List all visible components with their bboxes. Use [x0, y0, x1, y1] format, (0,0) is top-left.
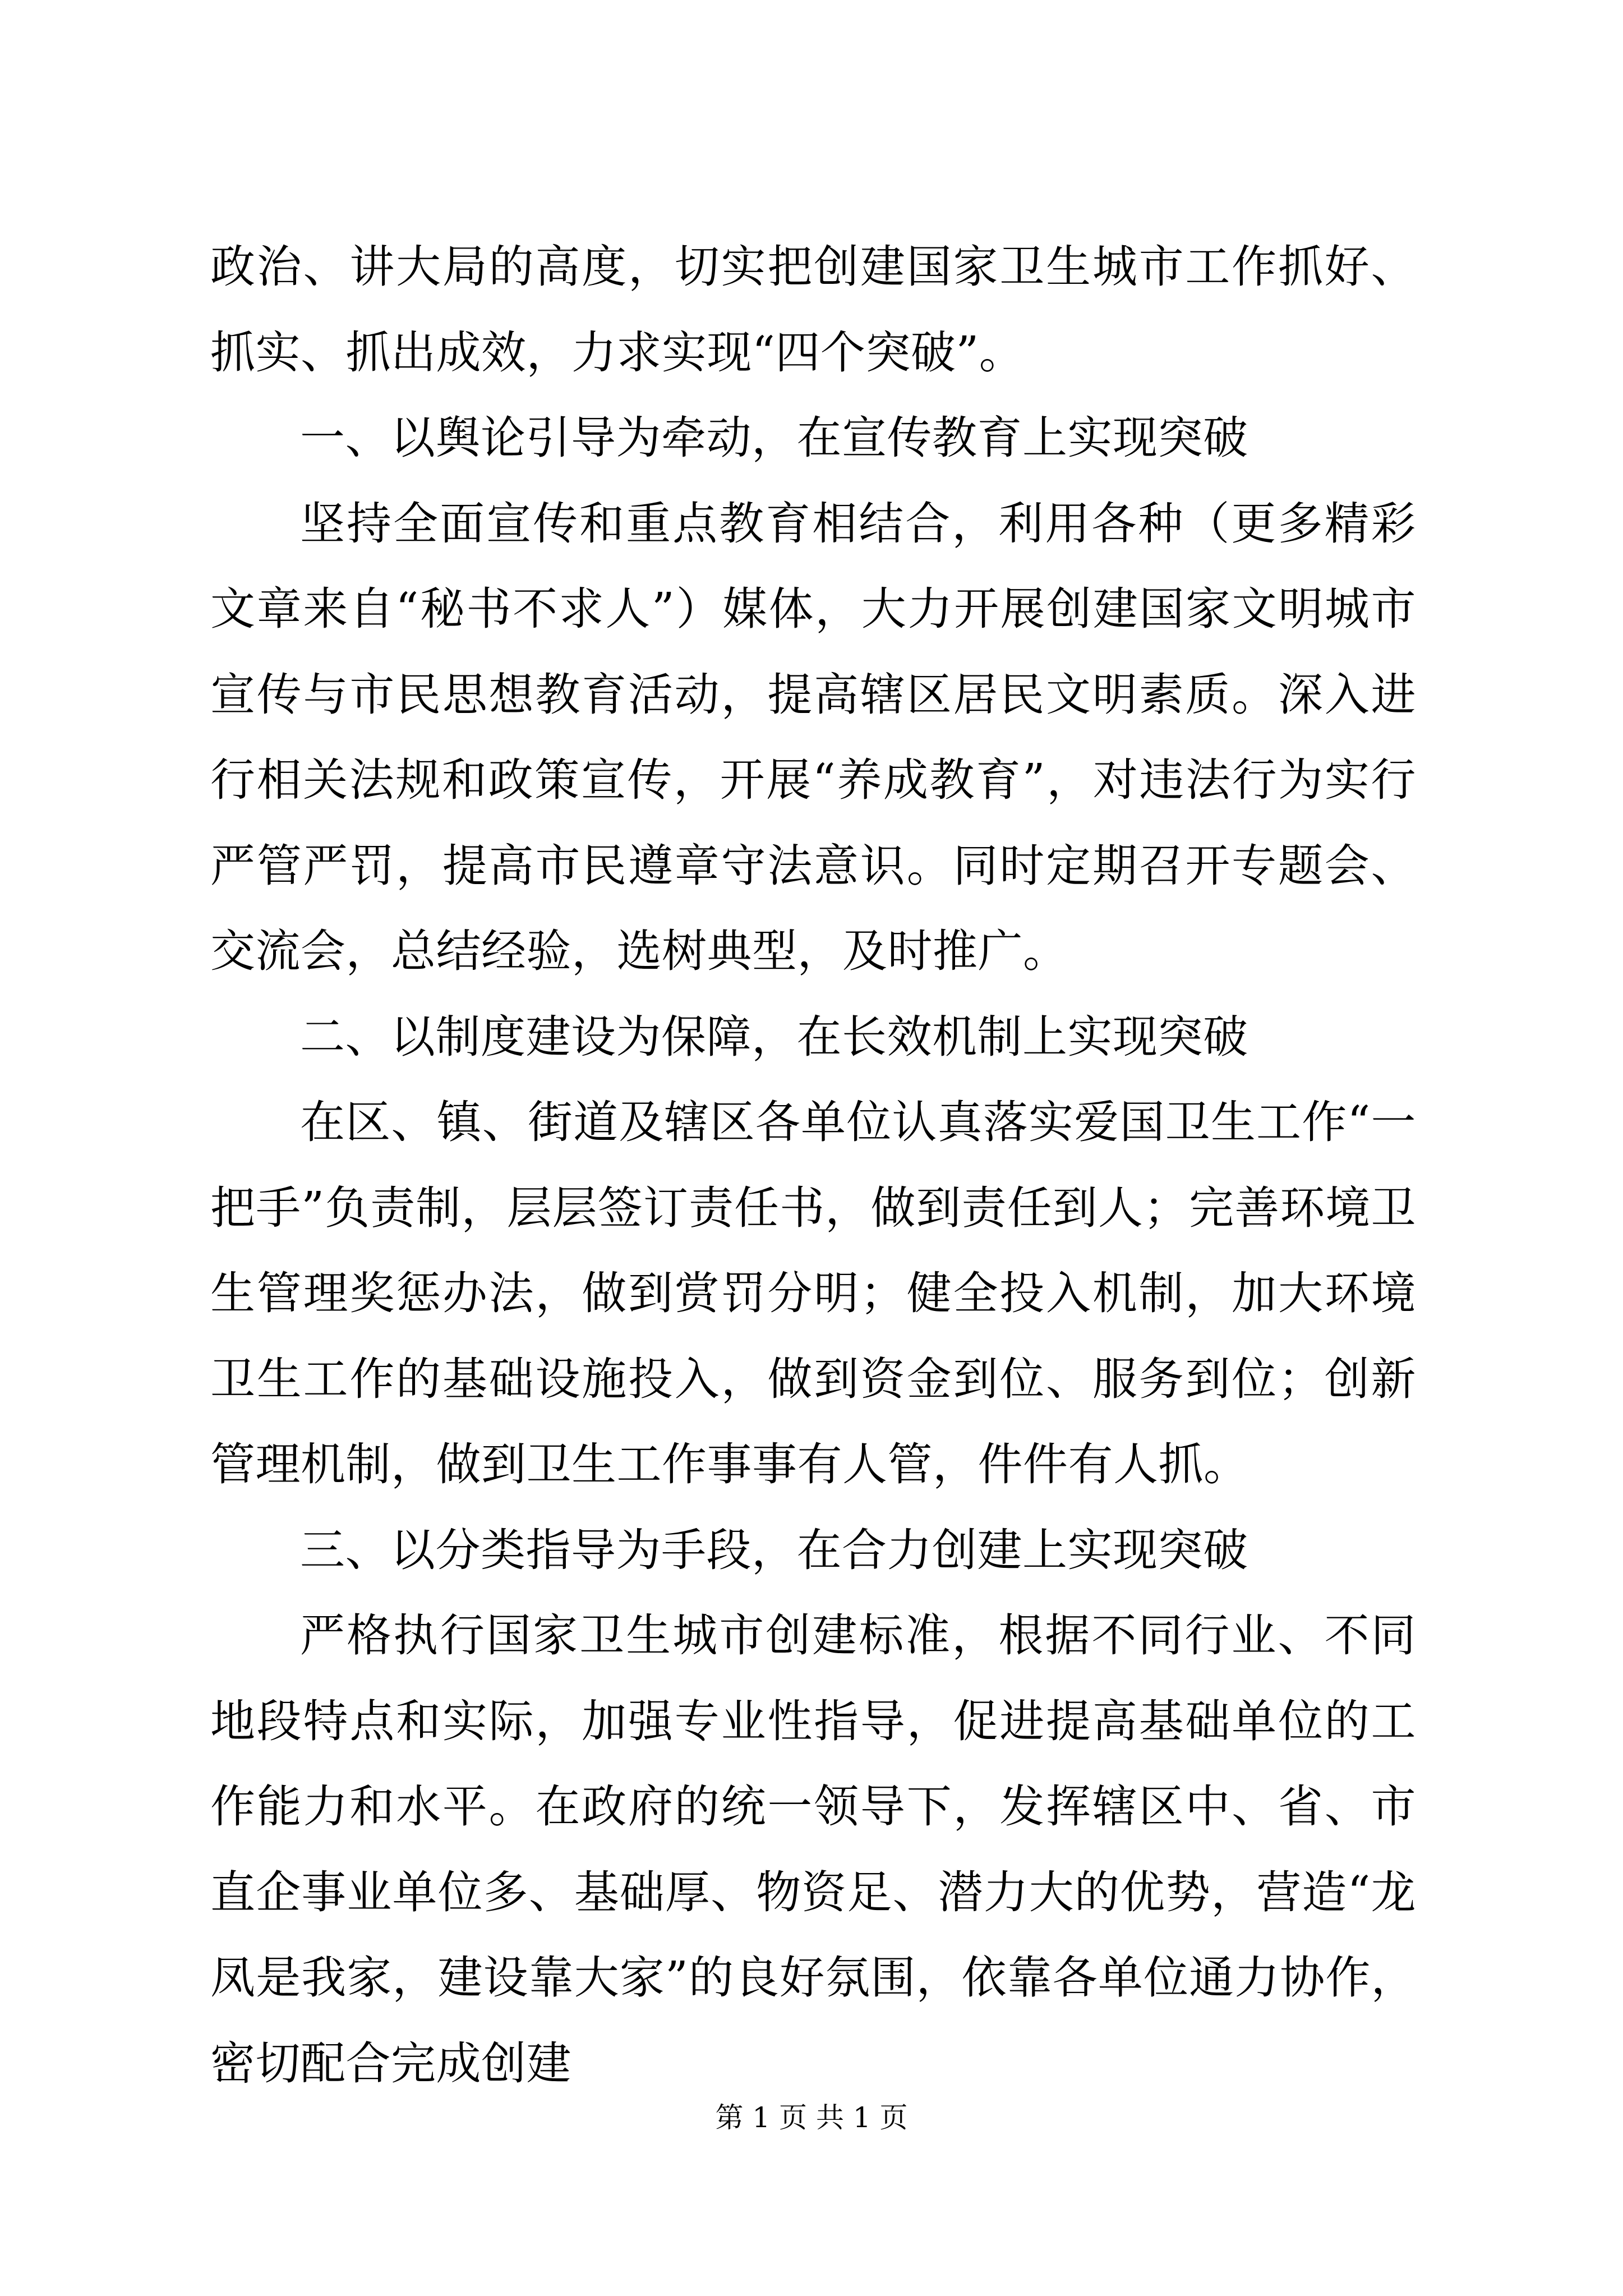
page-footer	[0, 2101, 1623, 2134]
paragraph-section-3: 严格执行国家卫生城市创建标准，根据不同行业、不同地段特点和实际，加强专业性指导，促进提高基础单位的工作能力和水平。在政府的统一领导下，发挥辖区中、省、市直企事业单位多、基础厚、物资足、潜力大的优势，营造“龙凤是我家，建设靠大家”的良好氛围，依靠各单位通力协作，密切配合完成创建	[210, 1609, 1416, 2090]
document-body	[210, 224, 1416, 2106]
heading-section-3: 三、以分类指导为手段，在合力创建上实现突破	[300, 1524, 1248, 1576]
paragraph-section-1: 坚持全面宣传和重点教育相结合，利用各种（更多精彩文章来自“秘书不求人”）媒体，大力开展创建国家文明城市宣传与市民思想教育活动，提高辖区居民文明素质。深入进行相关法规和政策宣传，开展“养成教育”，对违法行为实行严管严罚，提高市民遵章守法意识。同时定期召开专题会、交流会，总结经验，选树典型，及时推广。	[210, 497, 1416, 977]
heading-section-1: 一、以舆论引导为牵动，在宣传教育上实现突破	[300, 412, 1248, 464]
paragraph-section-2: 在区、镇、街道及辖区各单位认真落实爱国卫生工作“一把手”负责制，层层签订责任书，做到责任到人；完善环境卫生管理奖惩办法，做到赏罚分明；健全投入机制，加大环境卫生工作的基础设施投入，做到资金到位、服务到位；创新管理机制，做到卫生工作事事有人管，件件有人抓。	[210, 1096, 1416, 1490]
paragraph-1: 政治、讲大局的高度，切实把创建国家卫生城市工作抓好、抓实、抓出成效，力求实现“四个突破”。	[210, 241, 1416, 379]
heading-section-2: 二、以制度建设为保障，在长效机制上实现突破	[300, 1010, 1248, 1063]
page-number: 第 1 页 共 1 页	[715, 2101, 908, 2134]
